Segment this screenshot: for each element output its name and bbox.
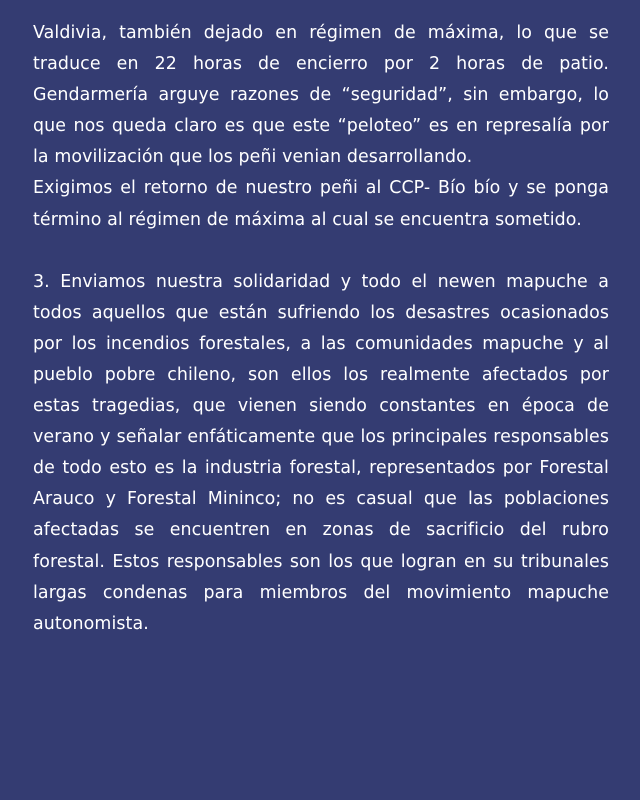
paragraph-exigimos: Exigimos el retorno de nuestro peñi al CCP- Bío bío y se ponga término al régimen de máxima al cual se encuentra sometido. — [33, 178, 609, 230]
paragraph-spacer — [33, 236, 609, 267]
paragraph-point-3: 3. Enviamos nuestra solidaridad y todo el newen mapuche a todos aquellos que están sufriendo los desastres ocasionados por los incendios forestales, a las comunidades mapuche y al pueblo pobre chileno, son ellos los realmente afectados por estas tragedias, que vienen siendo constantes en época de verano y señalar enfáticamente que los principales responsables de todo esto es la industria forestal, representados por Forestal Arauco y Forestal Mininco; no es casual que las poblaciones afectadas se encuentren en zonas de sacrificio del rubro forestal. Estos responsables son los que logran en su tribunales largas condenas para miembros del movimiento mapuche autonomista. — [33, 271, 609, 634]
paragraph-valdivia: Valdivia, también dejado en régimen de máxima, lo que se traduce en 22 horas de encierro por 2 horas de patio. Gendarmería arguye razones de “seguridad”, sin embargo, lo que nos queda claro es que este “peloteo” es en represalía por la movilización que los peñi venian desarrollando. — [33, 23, 609, 168]
document-body — [33, 18, 609, 640]
